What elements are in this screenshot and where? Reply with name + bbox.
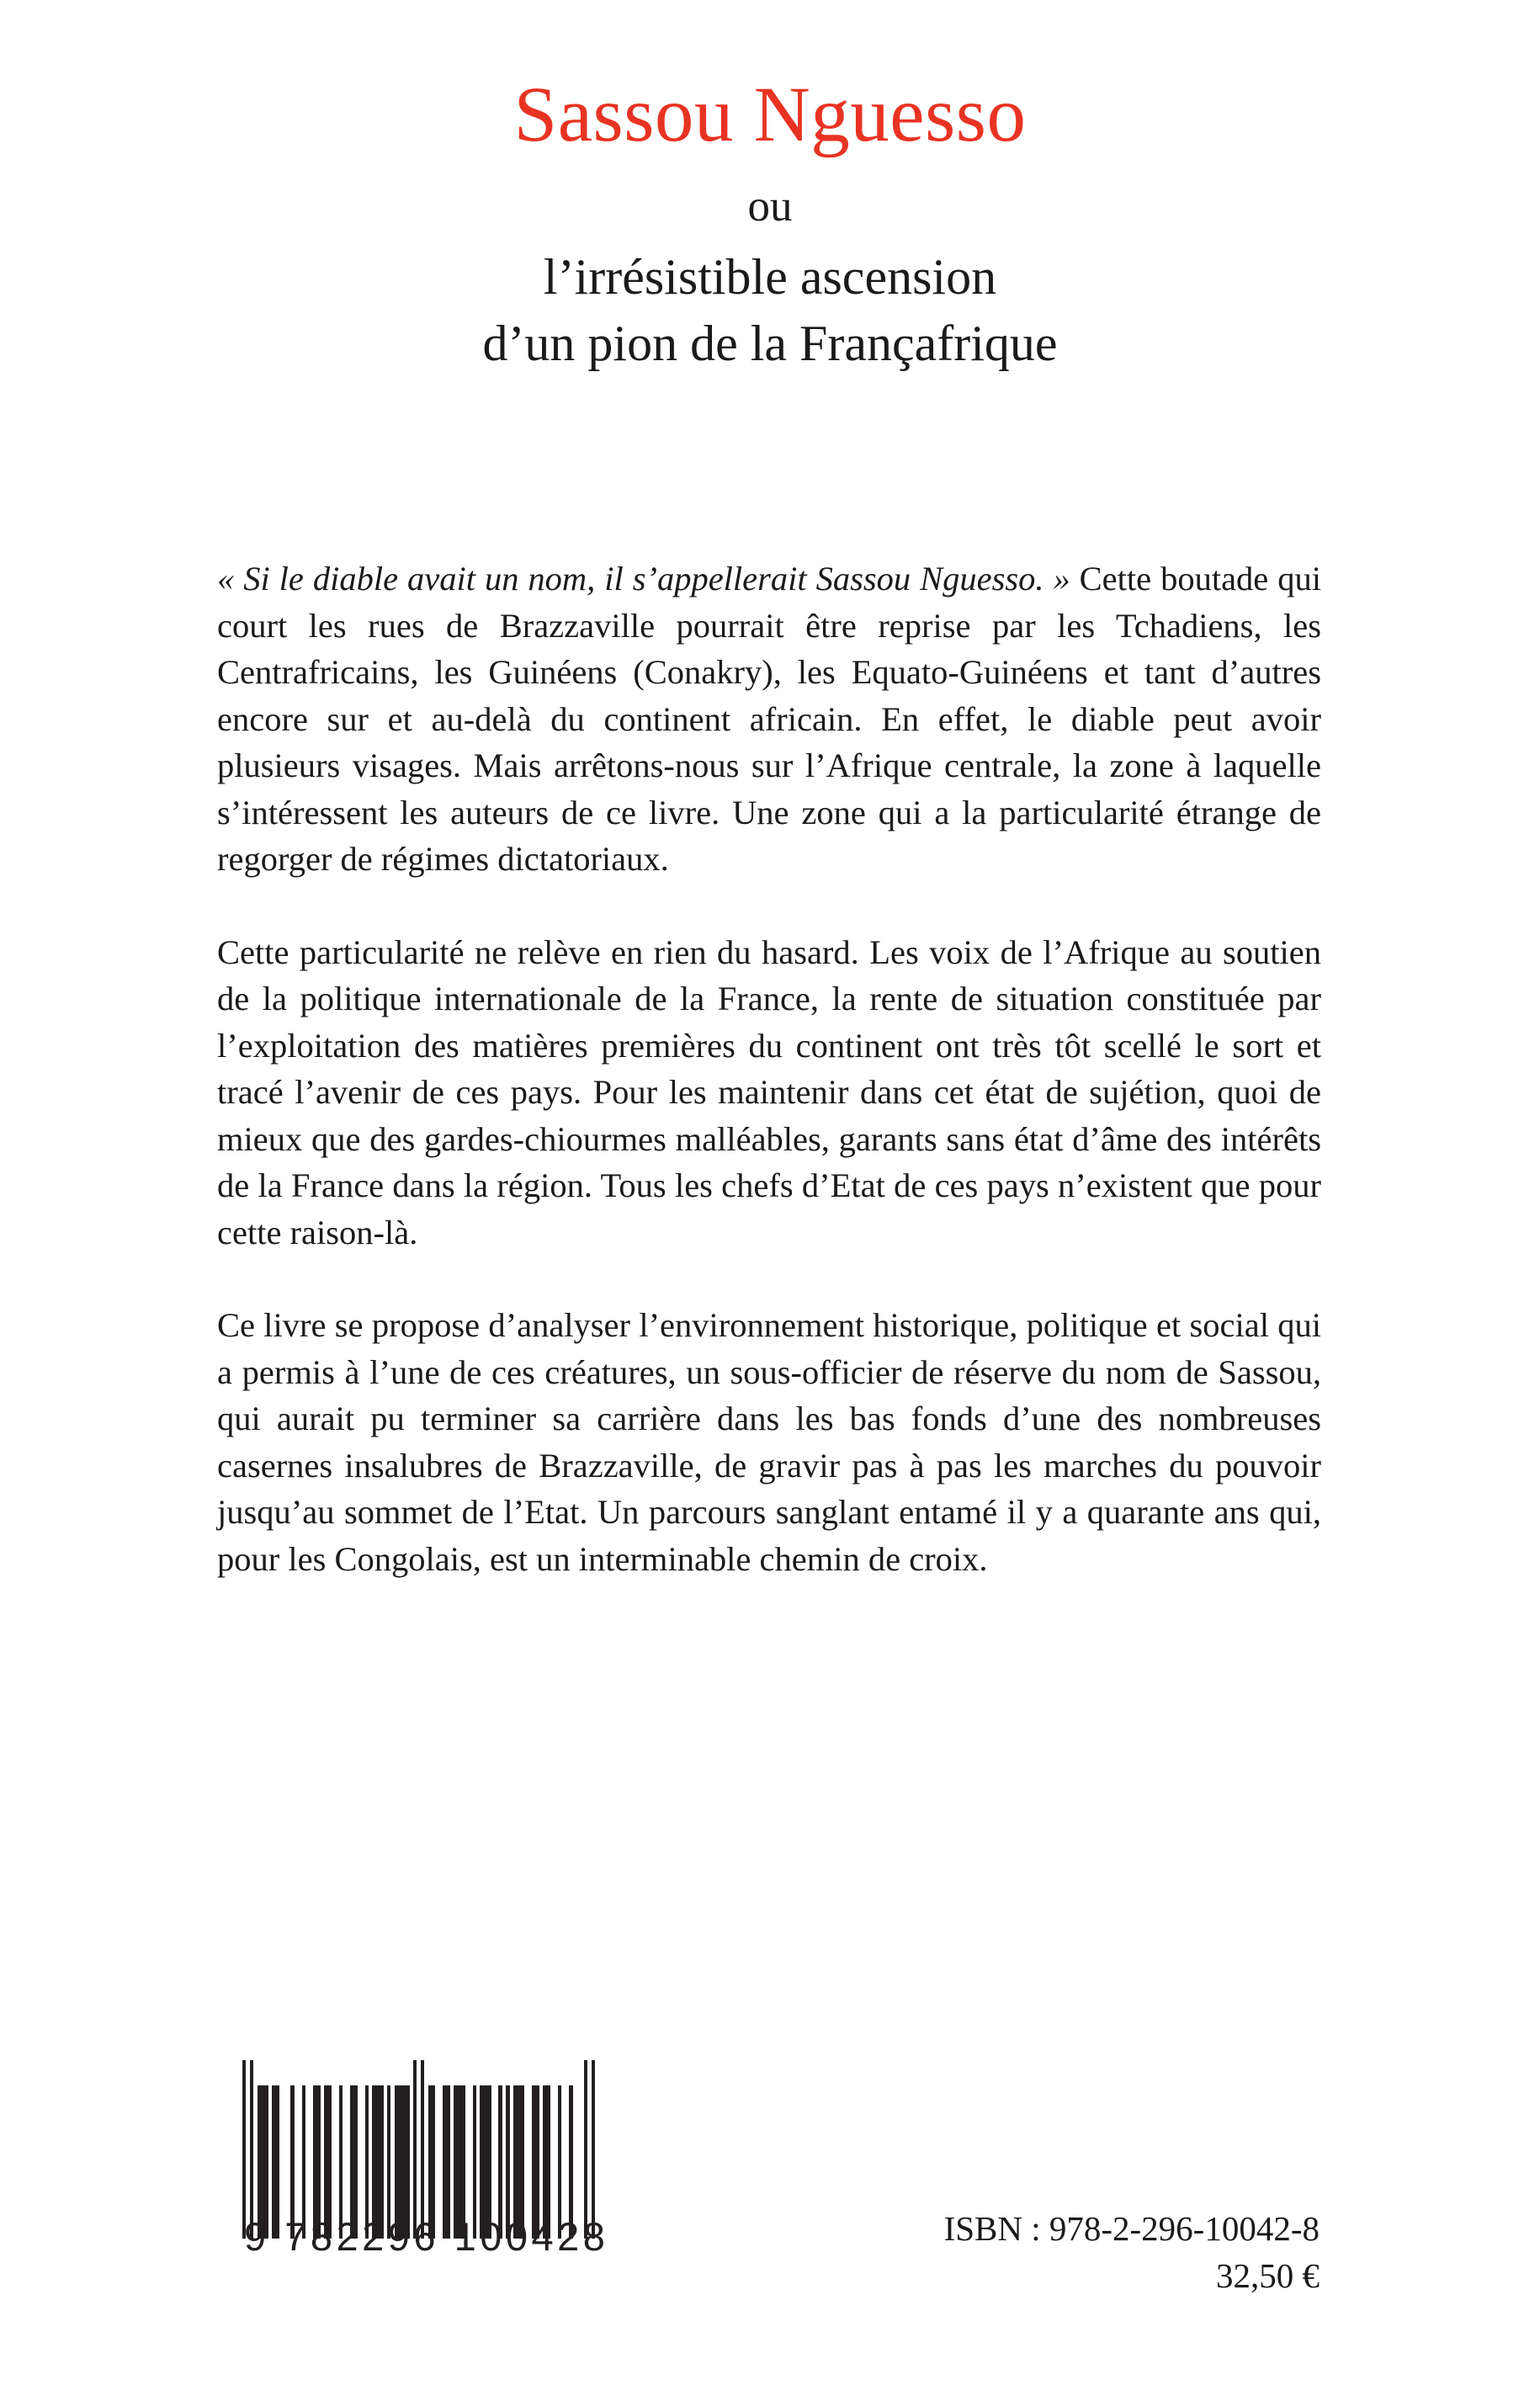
subtitle-line-1: l’irrésistible ascension — [543, 249, 997, 305]
subtitle-line-2: d’un pion de la Françafrique — [482, 316, 1058, 372]
barcode-bar — [465, 2060, 473, 2239]
blurb-paragraph-1-rest: Cette boutade qui court les rues de Brazzaville pourrait être reprise par les Tchadiens, les Centrafricains, les Guinéens (Conakry), les Equato-Guinéens et tant d’autres encore sur et au-delà du continent africain. En effet, le diable peut avoir plusieurs visages. Mais arrêtons-nous sur l’Afrique centrale, la zone à laquelle s’intéressent les auteurs de ce livre. Une zone qui a la particularité étrange de regorger de régimes dictatoriaux. — [217, 560, 1321, 878]
barcode-bar — [491, 2060, 499, 2239]
blurb-paragraph-1 — [217, 555, 1321, 883]
isbn-value: ISBN : 978-2-296-10042-8 — [943, 2209, 1320, 2248]
barcode-bar — [435, 2060, 443, 2239]
barcode-bar — [305, 2060, 313, 2239]
blurb-paragraph-3: Ce livre se propose d’analyser l’environnement historique, politique et social qui a permis à l’une de ces créatures, un sous-officier de réserve du nom de Sassou, qui aurait pu terminer sa carrière dans les bas fonds d’une des nombreuses casernes insalubres de Brazzaville, de gravir pas à pas les marches du pouvoir jusqu’au sommet de l’Etat. Un parcours sanglant entamé il y a quarante ans qui, pour les Congolais, est un interminable chemin de croix. — [217, 1306, 1321, 1578]
title-connector: ou — [747, 181, 793, 231]
barcode-bar — [279, 2060, 290, 2239]
blurb-paragraph-2: Cette particularité ne relève en rien du hasard. Les voix de l’Afrique au soutien de la politique internationale de la France, la rente de situation constituée par l’exploitation des matières premières du continent ont très tôt scellé le sort et tracé l’avenir de ces pays. Pour les maintenir dans cet état de sujétion, quoi de mieux que des gardes-chiourmes malléables, garants sans état d’âme des intérêts de la France dans la région. Tous les chefs d’Etat de ces pays n’existent que pour cette raison-là. — [217, 932, 1321, 1251]
barcode — [242, 2060, 609, 2260]
blurb-quote: « Si le diable avait un nom, il s’appellerait Sassou Nguesso. » — [217, 560, 1070, 598]
title-block — [0, 74, 1540, 375]
barcode-digits: 9 782296 100428 — [244, 2214, 609, 2259]
barcode-bar — [343, 2060, 350, 2239]
blurb-body — [217, 555, 1321, 1582]
barcode-bars — [242, 2060, 596, 2239]
isbn-block — [944, 2205, 1320, 2299]
barcode-bar — [592, 2060, 595, 2239]
barcode-bar — [358, 2060, 365, 2239]
page-title: Sassou Nguesso — [513, 72, 1027, 158]
barcode-bar — [573, 2060, 584, 2239]
barcode-bar — [550, 2060, 558, 2239]
barcode-bar — [561, 2060, 569, 2239]
barcode-bar — [295, 2060, 302, 2239]
barcode-bar — [524, 2060, 532, 2239]
price-value: 32,50 € — [1216, 2256, 1320, 2295]
barcode-bar — [332, 2060, 339, 2239]
